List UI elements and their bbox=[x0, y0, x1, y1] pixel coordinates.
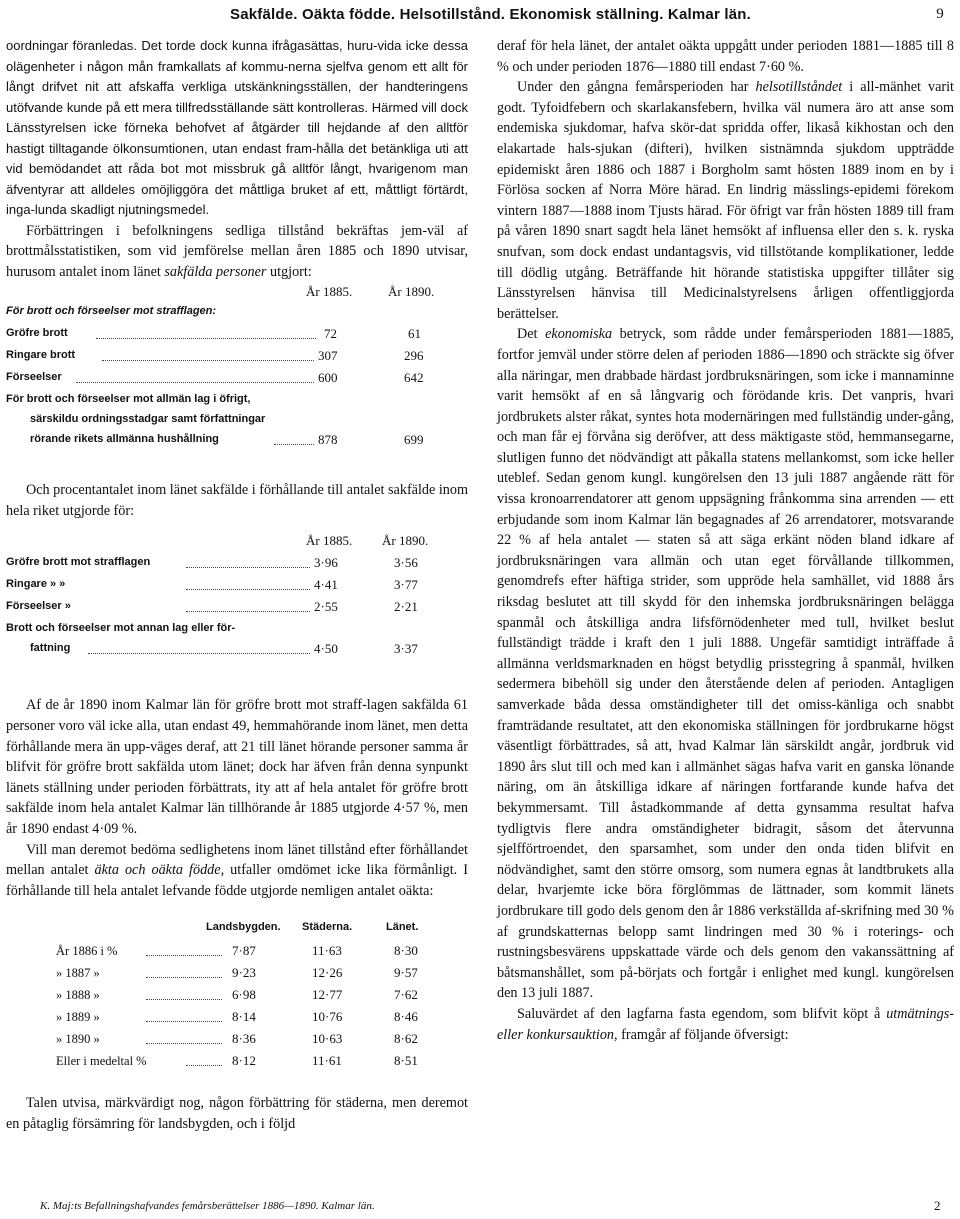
table-row: » 1889 » 8·14 10·76 8·46 bbox=[56, 1009, 418, 1025]
footer-source: K. Maj:ts Befallningshafvandes femårsberättelser 1886—1890. Kalmar län. bbox=[40, 1200, 375, 1212]
table-header: År 1885. bbox=[306, 284, 353, 300]
table-row: År 1886 i % 7·87 11·63 8·30 bbox=[56, 943, 418, 959]
paragraph: Förbättringen i befolkningens sedliga tillstånd bekräftas jem-väl af brottmålsstatistiken, som vid jemförelse mellan åren 1885 och 1890 utvisar, hurusom antalet inom länet sakfälda personer utgjort: bbox=[6, 222, 468, 280]
left-column bbox=[6, 36, 468, 1135]
table-row: Eller i medeltal % 8·12 11·61 8·51 bbox=[56, 1053, 418, 1069]
paragraph: Under den gångna femårsperioden har helsotillståndet i all-mänhet varit godt. Tyfoidfebern och skarlakansfebern, hvilka väl numera äro att anse som endemiska sjukdomar, hafva skör-dat spridda offer, likaså kikhostan och den elakartade hals-sjukan (difteri), hvilken sistnämnda sjukdom uppträdde epidemiskt åren 1886 och 1887 i Borgholm samt hösten 1889 inom en by i Förlösa socken af Norra Möre härad. En lindrig mässlings-epidemi förekom vintern 1887—1888 inom Tjusts härad. För öfrigt var från hösten 1889 till fram på våren 1890 snart sagdt hela länet hemsökt af influensa eller den s. k. ryska snufvan, som dock endast undantagsvis, vid tillstötande komplikationer, ledde till dödlig utgång. Beträffande hit hörande statistiska uppgifter tillåter sig Länsstyrelsen hänvisa till Medicinalstyrelsens årligen offentliggjorda berättelser. bbox=[497, 79, 954, 322]
paragraph: Vill man deremot bedöma sedlighetens inom länet tillstånd efter förhållandet mellan antalet äkta och oäkta födde, utfaller omdömet icke lika förmånligt. I förhållande till hela antalet lefvande födde utgjorde nemligen antalet oäkta: bbox=[6, 841, 468, 899]
table-row: Ringare » » 4·41 3·77 bbox=[6, 577, 418, 593]
table-caption: För brott och förseelser mot strafflagen: bbox=[6, 305, 217, 318]
table-row: Förseelser » 2·55 2·21 bbox=[6, 599, 418, 615]
paragraph: oordningar föranledas. Det torde dock kunna ifrågasättas, huru-vida icke dessa olägenheter i någon mån framkallats af kommu-nerna sjelfva genom ett allt för långt drifvet nit att afskaffa verkliga utskänkningsställen, der handteringens utöfvande kunde på ett mera tillfredsställande sätt kontrolleras. Härmed vill dock Länsstyrelsen icke förneka behofvet af åtgärder till hejdande af den alltför hastigt tilltagande ölkonsumtionen, utan endast fram-hålla det betänkliga uti att vid bemödandet att råda bot mot missbruk gå alltför långt, hvarigenom man äfventyrar att alldeles omöjliggöra det måttliga bruket af ett, måttligt förtärdt, inga-lunda skadligt njutningsmedel. bbox=[6, 38, 468, 217]
paragraph: Det ekonomiska betryck, som rådde under femårsperioden 1881—1885, fortfor jemväl under större delen af perioden 1886—1890 och sträckte sig öfver alla näringar, men drabbade härdast jordbruksnäringen, som icke i mannaminne varit hemsökt af en så långvarig och förödande kris. Det vanpris, hvari jordbrukets alster råkat, syntes hota modernäringen med fullständig under-gång, och man får ej förvåna sig deröfver, att dess mäktigaste stöd, hemmansegarne, slutligen funno det nödvändigt att påkalla statens mellankomst, som icke heller uteblef. Sedan genom kungl. kungörelsen den 13 juli 1887 angående rätt för vissa kronoarrendatorer att genom uppsägning frånkomma sina arrenden — ett erbjudande som inom Kalmar län begagnades af 26 arrendatorer, motsvarande 22 % af hela antalet — staten så att säga erkänt nöden bland idkare af jordbruksnäringen vara allmän och utan eget förvållande tillkommen, genomdrefs efter häftiga strider, som uppröde hela samhället, vid 1888 års riksdag beslutet att till skydd för den inhemska jordbruksnäringen belägga spanmål och åtskilliga andra lifsförnödenheter med tull, hvilket beslut fullständigt trädde i kraft den 1 juli 1888. Ungefär samtidigt inträffade å allmänna verldsmarknaden en högst betydlig prisstegring å spanmål, hvilken sedermera bibehöll sig under den återstående delen af perioden. Antagligen samverkade båda dessa omständigheter till det omiss-känliga och snabbt framträdande resultatet, att den ekonomiska ställningen för jordbrukarne högst väsentligt förbättrades, så att, hvad Kalmar län särskildt angår, jordbruk vid 1890 års slut till och med kan i allmänhet sägas hafva varit en ganska lönande näring, om än åtskilliga idkare af näringen fortfarande kunde hafva det bekymmersamt. Till åstadkommande af detta gynsamma resultat hafva tydligtvis flere andra omständigheter bidragit, såsom det återvunna sjelfförtroendet, den sparsamhet, som under den onda tiden blifvit en nödvändighet, samt den större omsorg, som numera egnas åt landtbrukets alla delar, hvarjemte icke böra förglömmas de lättnader, som kommit länets jordbrukare till godo dels genom den år 1886 verkställda af-skrifning med 30 % af grundskatternas belopp samt lindringen med 30 % i roterings- och rustningsbesvärens uppskattade värde och dels genom den vakanssättning af båtsmanshållet, som på-börjats och fortgår i enlighet med kungl. kungörelsen den 13 juli 1887. bbox=[497, 326, 954, 1002]
footer-signature: 2 bbox=[934, 1198, 941, 1213]
table-header: Landsbygden. bbox=[206, 921, 281, 934]
table-row: rörande rikets allmänna hushållning 878 699 bbox=[30, 432, 424, 448]
table-row: Gröfre brott 72 61 bbox=[6, 326, 421, 342]
table-header: År 1885. bbox=[306, 533, 353, 549]
table-header: Länet. bbox=[386, 921, 419, 934]
table-header: År 1890. bbox=[388, 284, 435, 300]
table-row: » 1890 » 8·36 10·63 8·62 bbox=[56, 1031, 418, 1047]
table-row: » 1887 » 9·23 12·26 9·57 bbox=[56, 965, 418, 981]
paragraph: Saluvärdet af den lagfarna fasta egendom, som blifvit köpt å utmätnings- eller konkursauktion, framgår af följande öfversigt: bbox=[497, 1005, 954, 1043]
paragraph: Talen utvisa, märkvärdigt nog, någon förbättring för städerna, men deremot en påtaglig försämring för landsbygden, och i följd bbox=[6, 1095, 468, 1132]
table-row: Ringare brott 307 296 bbox=[6, 348, 424, 364]
page-number: 9 bbox=[936, 6, 944, 22]
table-row: fattning 4·50 3·37 bbox=[30, 641, 418, 657]
table-header: År 1890. bbox=[382, 533, 429, 549]
illegitimate-births-table bbox=[6, 919, 468, 1079]
paragraph: deraf för hela länet, der antalet oäkta uppgått under perioden 1881—1885 till 8 % och under perioden 1876—1880 till endast 7·60 %. bbox=[497, 38, 954, 75]
paragraph: Och procentantalet inom länet sakfälde i förhållande till antalet sakfälde inom hela riket utgjorde för: bbox=[6, 482, 469, 519]
crime-table: År 1885. År 1890. För brott och förseelser mot strafflagen: Gröfre brott 72 61 Ringare brott 307 296 Förseelser 600 642 För brott och förseelser mot allmän lag i öfrigt, särskildu ordningsstadgar samt författningar rörande rikets allmänna hushållning 878 699 bbox=[6, 282, 468, 472]
percent-table: År 1885. År 1890. Gröfre brott mot strafflagen 3·96 3·56 Ringare » » 4·41 3·77 Förseelser » 2·55 2·21 Brott och förseelser mot annan lag eller för- fattning 4·50 3·37 bbox=[6, 531, 468, 671]
header-title: Sakfälde. Oäkta födde. Helsotillstånd. Ekonomisk ställning. Kalmar län. bbox=[230, 6, 751, 23]
table-row: » 1888 » 6·98 12·77 7·62 bbox=[56, 987, 418, 1003]
running-header bbox=[230, 4, 950, 26]
table-row: Gröfre brott mot strafflagen 3·96 3·56 bbox=[6, 555, 418, 571]
table-header: Städerna. bbox=[302, 921, 353, 934]
right-column bbox=[497, 36, 954, 1045]
table-row: Förseelser 600 642 bbox=[6, 370, 424, 386]
paragraph: Af de år 1890 inom Kalmar län för gröfre brott mot straff-lagen sakfälda 61 personer voro väl icke alla, utan endast 49, hemmahörande inom länet, men detta förhållande mera än upp-väges deraf, att 21 till länet hörande personer samma år blifvit för gröfre brott sakfälda utom länet; dock har äfven från denna synpunkt länets ställning under perioden förbättrats, ity att af hela antalet för gröfre brott sakfälde inom hela antalet Kalmar län tillhörande år 1885 utgjorde 4·57 %, men år 1890 endast 4·09 %. bbox=[6, 697, 468, 838]
